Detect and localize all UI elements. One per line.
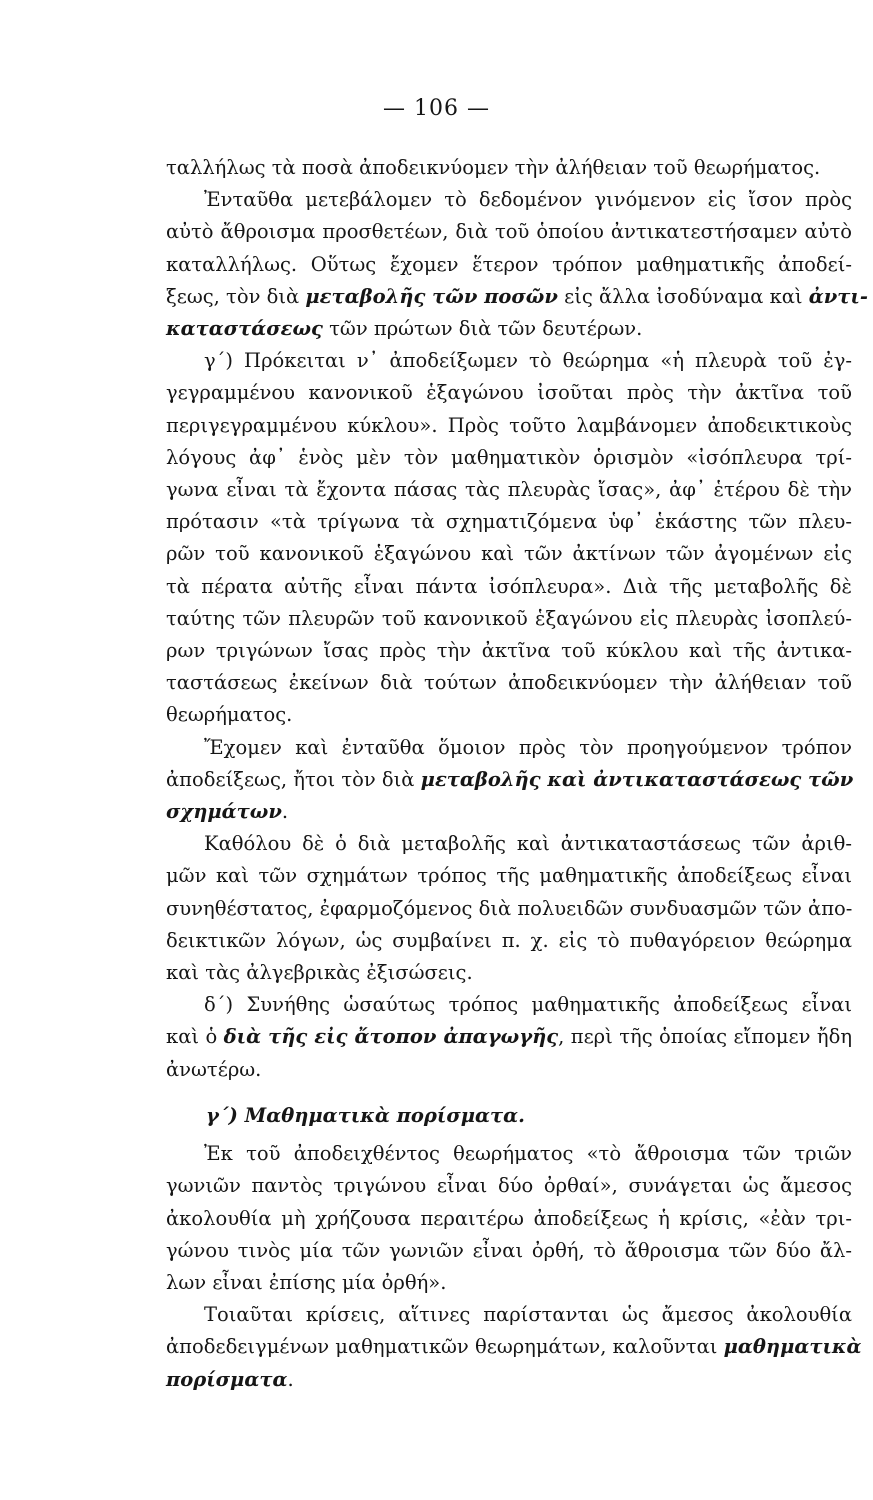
text-line: Ἔχομεν καὶ ἐνταῦθα ὅμοιον πρὸς τὸν προηγούμενον τρόπον	[204, 735, 852, 759]
text-line: πρότασιν «τὰ τρίγωνα τὰ σχηματιζόμενα ὑφ᾽ ἑκάστης τῶν πλευ-	[166, 510, 852, 534]
text-line: Ἐνταῦθα μετεβάλομεν τὸ δεδομένον γινόμενον εἰς ἴσον πρὸς	[204, 188, 852, 212]
text-line: λόγους ἀφ᾽ ἑνὸς μὲν τὸν μαθηματικὸν ὁρισμὸν «ἰσόπλευρα τρί-	[166, 445, 852, 469]
text-line: γεγραμμένου κανονικοῦ ἑξαγώνου ἰσοῦται πρὸς τὴν ἀκτῖνα τοῦ	[166, 381, 852, 405]
text-line: ἀνωτέρω.	[166, 1057, 262, 1081]
text-line: γ΄) Μαθηματικὰ πορίσματα.	[206, 1103, 525, 1127]
text-line: Τοιαῦται κρίσεις, αἵτινες παρίστανται ὡς ἄμεσος ἀκολουθία	[204, 1303, 852, 1327]
text-line: καὶ τὰς ἀλγεβρικὰς ἐξισώσεις.	[166, 961, 473, 985]
paragraph	[166, 732, 852, 829]
paragraph	[166, 1138, 852, 1299]
text-line: ἀποδεδειγμένων μαθηματικῶν θεωρημάτων, καλοῦνται μαθηματικὰ	[166, 1335, 862, 1359]
emphasis: μαθηματικὰ	[723, 1335, 862, 1359]
emphasis: σχημάτων	[166, 800, 282, 824]
paragraph	[166, 152, 852, 184]
text-line: αὐτὸ ἄθροισμα προσθετέων, διὰ τοῦ ὁποίου ἀντικατεστήσαμεν αὐτὸ	[166, 220, 852, 244]
text-line: καταλλήλως. Οὕτως ἔχομεν ἕτερον τρόπον μαθηματικῆς ἀποδεί-	[166, 252, 852, 276]
text-line: γωνιῶν παντὸς τριγώνου εἶναι δύο ὀρθαί», συνάγεται ὡς ἄμεσος	[166, 1174, 852, 1198]
section-heading	[166, 1100, 852, 1132]
page-number: — 106 —	[383, 96, 490, 121]
text-line: δ΄) Συνήθης ὡσαύτως τρόπος μαθηματικῆς ἀποδείξεως εἶναι	[204, 993, 852, 1017]
text-line: Ἐκ τοῦ ἀποδειχθέντος θεωρήματος «τὸ ἄθροισμα τῶν τριῶν	[204, 1142, 852, 1166]
text-line: ξεως, τὸν διὰ μεταβολῆς τῶν ποσῶν εἰς ἄλλα ἰσοδύναμα καὶ ἀντι-	[166, 284, 868, 308]
text-line: ταλλήλως τὰ ποσὰ ἀποδεικνύομεν τὴν ἀλήθειαν τοῦ θεωρήματος.	[166, 156, 821, 179]
text-line: ρων τριγώνων ἴσας πρὸς τὴν ἀκτῖνα τοῦ κύκλου καὶ τῆς ἀντικα-	[166, 639, 852, 663]
paragraph	[166, 989, 852, 1086]
text-line: τὰ πέρατα αὐτῆς εἶναι πάντα ἰσόπλευρα». Διὰ τῆς μεταβολῆς δὲ	[166, 574, 852, 598]
text-line: θεωρήματος.	[166, 703, 293, 727]
text-line: σχημάτων.	[166, 800, 289, 824]
text-line: συνηθέστατος, ἐφαρμοζόμενος διὰ πολυειδῶν συνδυασμῶν τῶν ἀπο-	[166, 896, 853, 920]
text-line: ταύτης τῶν πλευρῶν τοῦ κανονικοῦ ἑξαγώνου εἰς πλευρὰς ἰσοπλεύ-	[166, 606, 852, 630]
paragraph	[166, 828, 852, 989]
paragraph	[166, 1299, 862, 1396]
text-line: ἀποδείξεως, ἤτοι τὸν διὰ μεταβολῆς καὶ ἀντικαταστάσεως τῶν	[166, 767, 854, 791]
paragraph	[166, 184, 868, 345]
text-line: καὶ ὁ διὰ τῆς εἰς ἄτοπον ἀπαγωγῆς, περὶ τῆς ὁποίας εἴπομεν ἤδη	[166, 1025, 853, 1049]
text-line: πορίσματα.	[166, 1367, 294, 1391]
text-line: ταστάσεως ἐκείνων διὰ τούτων ἀποδεικνύομεν τὴν ἀλήθειαν τοῦ	[166, 671, 852, 695]
text-line: γωνα εἶναι τὰ ἔχοντα πάσας τὰς πλευρὰς ἴσας», ἀφ᾽ ἑτέρου δὲ τὴν	[166, 478, 852, 502]
text-line: λων εἶναι ἐπίσης μία ὀρθή».	[166, 1270, 447, 1294]
emphasis: μεταβολῆς τῶν ποσῶν	[305, 284, 558, 308]
text-line: περιγεγραμμένου κύκλου». Πρὸς τοῦτο λαμβάνομεν ἀποδεικτικοὺς	[166, 413, 852, 437]
emphasis: διὰ τῆς εἰς ἄτοπον ἀπαγωγῆς	[223, 1025, 559, 1049]
text-line: ἀκολουθία μὴ χρήζουσα περαιτέρω ἀποδείξεως ἡ κρίσις, «ἐὰν τρι-	[166, 1206, 852, 1230]
text-line: δεικτικῶν λόγων, ὡς συμβαίνει π. χ. εἰς τὸ πυθαγόρειον θεώρημα	[166, 928, 852, 952]
text-line: γ΄) Πρόκειται ν᾽ ἀποδείξωμεν τὸ θεώρημα «ἡ πλευρὰ τοῦ ἐγ-	[204, 349, 852, 373]
text-line: καταστάσεως τῶν πρώτων διὰ τῶν δευτέρων.	[166, 317, 643, 341]
text-line: Καθόλου δὲ ὁ διὰ μεταβολῆς καὶ ἀντικαταστάσεως τῶν ἀριθ-	[204, 832, 852, 856]
body-text	[166, 152, 868, 1396]
text-line: γώνου τινὸς μία τῶν γωνιῶν εἶναι ὀρθή, τὸ ἄθροισμα τῶν δύο ἄλ-	[166, 1238, 852, 1262]
emphasis: καταστάσεως	[166, 317, 323, 341]
emphasis: πορίσματα	[166, 1367, 288, 1391]
text-line: ρῶν τοῦ κανονικοῦ ἑξαγώνου καὶ τῶν ἀκτίνων τῶν ἀγομένων εἰς	[166, 542, 852, 566]
emphasis: μεταβολῆς καὶ ἀντικαταστάσεως τῶν	[420, 767, 854, 791]
text-line: μῶν καὶ τῶν σχημάτων τρόπος τῆς μαθηματικῆς ἀποδείξεως εἶναι	[166, 864, 852, 888]
emphasis: ἀντι-	[808, 284, 868, 308]
paragraph	[166, 345, 852, 731]
